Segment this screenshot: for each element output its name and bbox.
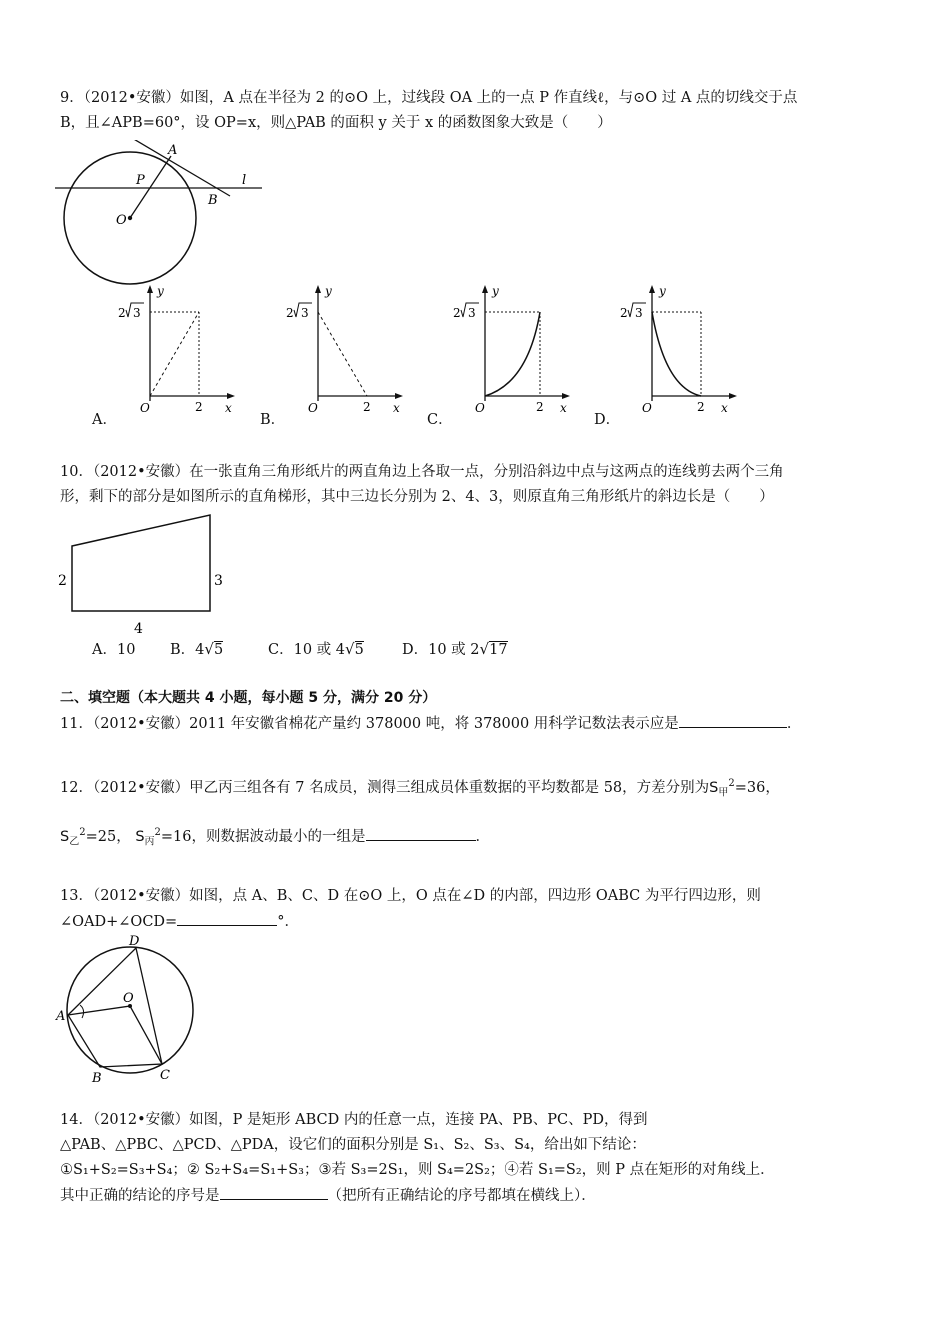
q12-line1 — [60, 774, 780, 804]
q12-s-jia: S — [709, 779, 719, 796]
q9-line1: 9．（2012•安徽）如图，A 点在半径为 2 的⊙O 上，过线段 OA 上的一点 P 作直线ℓ，与⊙O 过 A 点的切线交于点 — [60, 90, 798, 106]
segment-cd — [136, 948, 162, 1064]
q12-sub-jia: 甲 — [718, 787, 729, 799]
label-d: D — [129, 934, 140, 949]
axis-x-label: x — [393, 401, 400, 415]
q11-end: ． — [786, 716, 802, 732]
q12-sup: 2 — [154, 827, 161, 838]
label-b: B — [92, 1071, 102, 1086]
y-tick-coef: 2 — [453, 306, 461, 320]
q14-line2 — [60, 1135, 646, 1155]
trapezoid — [72, 515, 210, 611]
q14-text-post: （把所有正确结论的序号都填在横线上）． — [327, 1188, 596, 1204]
q10-option-d[interactable] — [402, 638, 508, 659]
q14-answer-blank[interactable] — [220, 1185, 328, 1200]
q14-areas: S₁、S₂、S₃、S₄ — [423, 1137, 530, 1153]
axis-x-label: x — [560, 401, 567, 415]
q13-answer-blank[interactable] — [177, 911, 277, 926]
axis-y-label: y — [325, 284, 332, 298]
q10-line2: 形，剩下的部分是如图所示的直角梯形，其中三边长分别为 2、4、3，则原直角三角形纸片的斜边长是（ ） — [60, 489, 774, 505]
q13-end: °． — [277, 914, 299, 930]
q9-line2: B，且∠APB=60°，设 OP=x，则△PAB 的面积 y 关于 x 的函数图象大致是（ ） — [60, 115, 612, 131]
axis-y-label: y — [492, 284, 499, 298]
q14-line1: 14．（2012•安徽）如图，P 是矩形 ABCD 内的任意一点，连接 PA、PB、PC、PD，得到 — [60, 1112, 648, 1128]
x-tick-label: 2 — [697, 400, 705, 414]
label-o: O — [123, 991, 134, 1006]
origin-label: O — [475, 401, 485, 415]
y-tick-coef: 2 — [118, 306, 126, 320]
q10-option-d-radicand: 17 — [489, 642, 508, 658]
sqrt-sign: √ — [479, 640, 490, 658]
q9-graph-d — [617, 283, 747, 418]
side-label-2: 2 — [58, 573, 67, 589]
q13-line2 — [60, 911, 299, 932]
label-p: P — [136, 173, 145, 188]
q14-text-pre: 其中正确的结论的序号是 — [60, 1188, 220, 1204]
q11-line — [60, 713, 801, 734]
q10-option-b-radicand: 5 — [213, 642, 224, 658]
label-a: A — [56, 1009, 66, 1024]
q9-option-c[interactable]: C． — [427, 412, 453, 428]
q10-option-d-coef: 2 — [470, 642, 480, 658]
q10-option-c-label: C．10 或 — [268, 642, 336, 658]
q12-val-jia: =36， — [734, 779, 780, 796]
q12-s-bing: S — [135, 828, 145, 845]
q13-circle-figure — [52, 930, 202, 1086]
q12-sup: 2 — [728, 778, 735, 789]
section-2-heading: 二、填空题（本大题共 4 小题，每小题 5 分，满分 20 分） — [60, 690, 437, 706]
q10-option-b[interactable] — [170, 638, 223, 659]
q12-val-yi: =25， — [85, 828, 131, 845]
q12-text-rest: 则数据波动最小的一组是 — [206, 828, 366, 845]
q9-graph-a — [115, 283, 245, 418]
origin-label: O — [140, 401, 150, 415]
label-o: O — [116, 213, 127, 228]
y-tick-rad: 3 — [301, 306, 309, 320]
label-a: A — [168, 143, 178, 158]
q12-val-bing: =16， — [160, 828, 207, 845]
q9-graph-b — [283, 283, 413, 418]
q13-line1: 13．（2012•安徽）如图，点 A、B、C、D 在⊙O 上，O 点在∠D 的内部，四边形 OABC 为平行四边形，则 — [60, 888, 761, 904]
q10-option-d-label: D．10 或 — [402, 642, 471, 658]
q9-graph-c — [450, 283, 580, 418]
point-o — [128, 216, 132, 220]
sqrt-sign: √ — [345, 640, 355, 658]
origin-label: O — [642, 401, 652, 415]
q13-text: ∠OAD+∠OCD= — [60, 914, 178, 930]
side-label-3: 3 — [214, 573, 223, 589]
q12-line2 — [60, 823, 490, 853]
q14-line3: ①S₁+S₂=S₃+S₄；② S₂+S₄=S₁+S₃；③若 S₃=2S₁，则 S₄=2S₂；④若 S₁=S₂，则 P 点在矩形的对角线上． — [60, 1162, 775, 1178]
axis-y-label: y — [659, 284, 666, 298]
q10-option-c-coef: 4 — [335, 642, 345, 658]
q12-s-yi: S — [60, 828, 70, 845]
y-tick-rad: 3 — [133, 306, 141, 320]
q10-option-c-radicand: 5 — [354, 642, 364, 658]
circle-o — [67, 947, 193, 1073]
q14-text-pre: △PAB、△PBC、△PCD、△PDA，设它们的面积分别是 — [60, 1137, 424, 1153]
axis-y-label: y — [157, 284, 164, 298]
x-tick-label: 2 — [195, 400, 203, 414]
q12-text: 12．（2012•安徽）甲乙丙三组各有 7 名成员，测得三组成员体重数据的平均数都是 58，方差分别为 — [60, 779, 710, 796]
q10-option-b-label: B． — [170, 642, 196, 658]
q11-answer-blank[interactable] — [679, 713, 787, 728]
q12-sup: 2 — [79, 827, 86, 838]
y-tick-rad: 3 — [468, 306, 476, 320]
q9-option-d[interactable]: D． — [594, 412, 621, 428]
q10-line1: 10．（2012•安徽）在一张直角三角形纸片的两直角边上各取一点，分别沿斜边中点与这两点的连线剪去两个三角 — [60, 464, 784, 480]
q12-end: ． — [475, 828, 491, 845]
label-b: B — [208, 193, 218, 208]
side-label-4: 4 — [134, 621, 143, 637]
y-tick-coef: 2 — [620, 306, 628, 320]
axis-x-label: x — [225, 401, 232, 415]
q12-sub-yi: 乙 — [69, 836, 80, 848]
x-tick-label: 2 — [536, 400, 544, 414]
q10-trapezoid-figure — [52, 510, 232, 638]
parallelogram-oabc — [68, 1006, 162, 1067]
label-c: C — [160, 1068, 170, 1083]
x-tick-label: 2 — [363, 400, 371, 414]
origin-label: O — [308, 401, 318, 415]
label-l: l — [242, 173, 247, 188]
q9-circle-figure — [50, 140, 290, 290]
q14-line4 — [60, 1185, 596, 1206]
q11-text: 11．（2012•安徽）2011 年安徽省棉花产量约 378000 吨，将 378000 用科学记数法表示应是 — [60, 716, 679, 732]
sqrt-sign: √ — [204, 640, 214, 658]
q12-sub-bing: 丙 — [144, 836, 155, 848]
q12-answer-blank[interactable] — [366, 826, 476, 841]
q9-option-b[interactable]: B． — [260, 412, 286, 428]
q10-option-c[interactable] — [268, 638, 364, 659]
q14-text-post: ，给出如下结论： — [529, 1137, 646, 1153]
axis-x-label: x — [721, 401, 728, 415]
q9-option-a[interactable]: A． — [92, 412, 117, 428]
q10-option-b-coef: 4 — [195, 642, 205, 658]
y-tick-rad: 3 — [635, 306, 643, 320]
y-tick-coef: 2 — [286, 306, 294, 320]
q10-option-a[interactable]: A．10 — [92, 642, 136, 658]
